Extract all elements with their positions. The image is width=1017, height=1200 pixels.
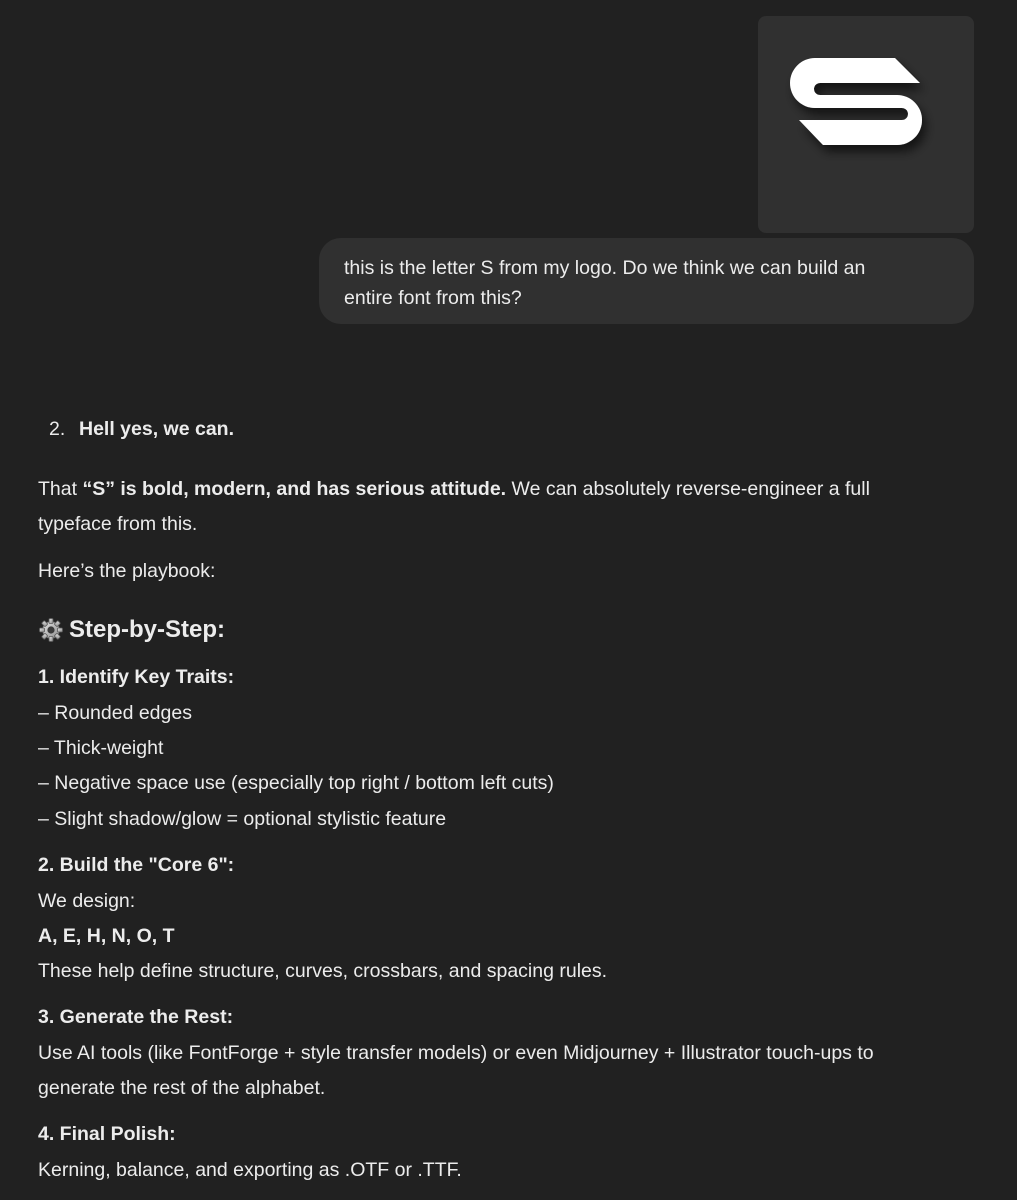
intro-bold: “S” is bold, modern, and has serious attitude. [82, 478, 507, 500]
playbook-text: Here’s the playbook: [38, 560, 216, 582]
step1-title: 1. Identify Key Traits: [38, 666, 235, 688]
step2-line-1: We design: [38, 890, 136, 912]
step1-item: – Rounded edges [38, 702, 192, 724]
step1-item: – Thick-weight [38, 737, 164, 759]
step4-line-1: Kerning, balance, and exporting as .OTF or .TTF. [38, 1159, 462, 1181]
step1-item: – Negative space use (especially top right / bottom left cuts) [38, 772, 554, 794]
step3-line-2: generate the rest of the alphabet. [38, 1077, 326, 1099]
user-message-line-1: this is the letter S from my logo. Do we think we can build an [344, 257, 866, 279]
user-message-line-2: entire font from this? [344, 287, 522, 309]
letter-s-logo-icon [758, 16, 974, 233]
reply-numbered-item [49, 414, 234, 444]
step2-letters: A, E, H, N, O, T [38, 925, 175, 947]
item-number: 2. [49, 418, 66, 440]
step1-item: – Slight shadow/glow = optional stylistic feature [38, 808, 447, 830]
user-message-bubble [319, 238, 974, 324]
intro-rest: We can absolutely reverse-engineer a full [506, 478, 870, 500]
intro-line-2: typeface from this. [38, 513, 198, 535]
step-by-step-heading [38, 612, 225, 648]
gear-icon [38, 617, 64, 643]
step3-line-1: Use AI tools (like FontForge + style transfer models) or even Midjourney + Illustrator touch-ups to [38, 1042, 874, 1064]
heading-text: Step-by-Step: [69, 616, 225, 643]
step3-title: 3. Generate the Rest: [38, 1006, 234, 1028]
item-text: Hell yes, we can. [79, 418, 235, 440]
step2-title: 2. Build the "Core 6": [38, 854, 235, 876]
intro-line-1 [38, 474, 870, 504]
step4-title: 4. Final Polish: [38, 1123, 176, 1145]
attached-logo-image[interactable] [758, 16, 974, 233]
step2-line-3: These help define structure, curves, crossbars, and spacing rules. [38, 960, 608, 982]
intro-prefix: That [38, 478, 83, 500]
